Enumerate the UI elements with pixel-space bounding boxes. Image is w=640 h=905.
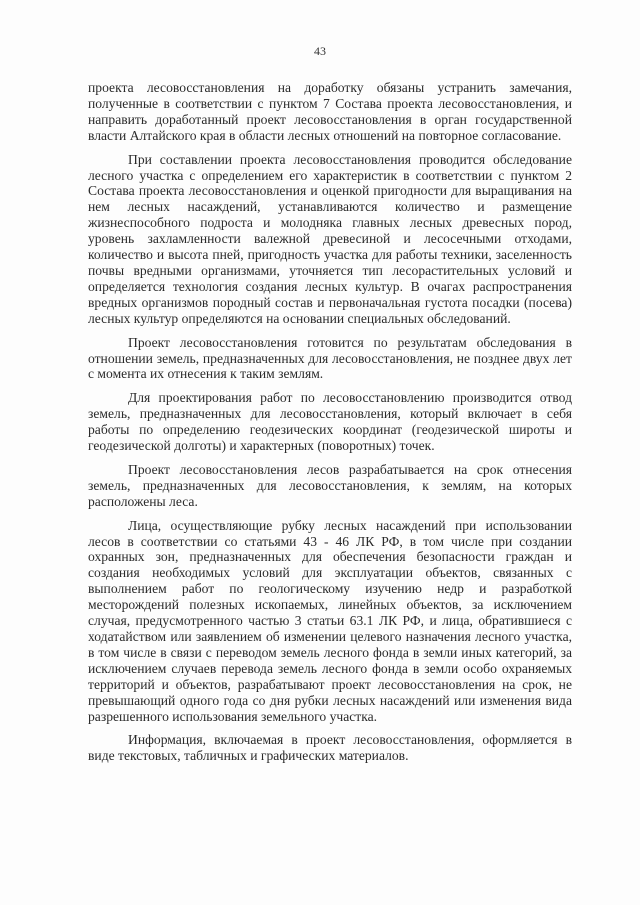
document-body	[88, 80, 572, 772]
page-number: 43	[314, 44, 326, 58]
paragraph-land-allocation: Для проектирования работ по лесовосстановлению производится отвод земель, предназначенных для лесовосстановления, который включает в себя работы по определению геодезических координат (геодезической широты и геодезической долготы) и характерных (поворотных) точек.	[88, 390, 572, 454]
paragraph-survey: При составлении проекта лесовосстановления проводится обследование лесного участка с определением его характеристик в соответствии с пунктом 2 Состава проекта лесовосстановления и оценкой пригодности для выращивания на нем лесных насаждений, устанавливаются количество и размещение жизнеспособного подроста и молодняка главных лесных древесных пород, уровень захламленности валежной древесиной и лесосечными отходами, количество и высота пней, пригодность участка для работы техники, заселенность почвы вредными организмами, уточняется тип лесорастительных условий и определяется технология создания лесных культур. В очагах распространения вредных организмов породный состав и первоначальная густота посадки (посева) лесных культур определяются на основании специальных обследований.	[88, 151, 572, 326]
paragraph-responsible-persons: Лица, осуществляющие рубку лесных насаждений при использовании лесов в соответствии со статьями 43 - 46 ЛК РФ, в том числе при создании охранных зон, предназначенных для обеспечения безопасности граждан и создания необходимых условий для эксплуатации объектов, связанных с выполнением работ по геологическому изучению недр и разработкой месторождений полезных ископаемых, линейных объектов, за исключением случая, предусмотренного частью 3 статьи 63.1 ЛК РФ, и лица, обратившиеся с ходатайством или заявлением об изменении целевого назначения лесного участка, в том числе в связи с переводом земель лесного фонда в земли иных категорий, за исключением случаев перевода земель лесного фонда в земли особо охраняемых территорий и объектов, разрабатывают проект лесовосстановления на срок, не превышающий одного года со дня рубки лесных насаждений или изменения вида разрешенного использования земельного участка.	[88, 517, 572, 724]
paragraph-project-term: Проект лесовосстановления лесов разрабатывается на срок отнесения земель, предназначенных для лесовосстановления, к землям, на которых расположены леса.	[88, 461, 572, 509]
paragraph-information-format: Информация, включаемая в проект лесовосстановления, оформляется в виде текстовых, табличных и графических материалов.	[88, 732, 572, 764]
paragraph-continuation: проекта лесовосстановления на доработку обязаны устранить замечания, полученные в соответствии с пунктом 7 Состава проекта лесовосстановления, и направить доработанный проект лесовосстановления в орган государственной власти Алтайского края в области лесных отношений на повторное согласование.	[88, 80, 572, 143]
paragraph-preparation-term: Проект лесовосстановления готовится по результатам обследования в отношении земель, предназначенных для лесовосстановления, не позднее двух лет с момента их отнесения к таким землям.	[88, 334, 572, 382]
